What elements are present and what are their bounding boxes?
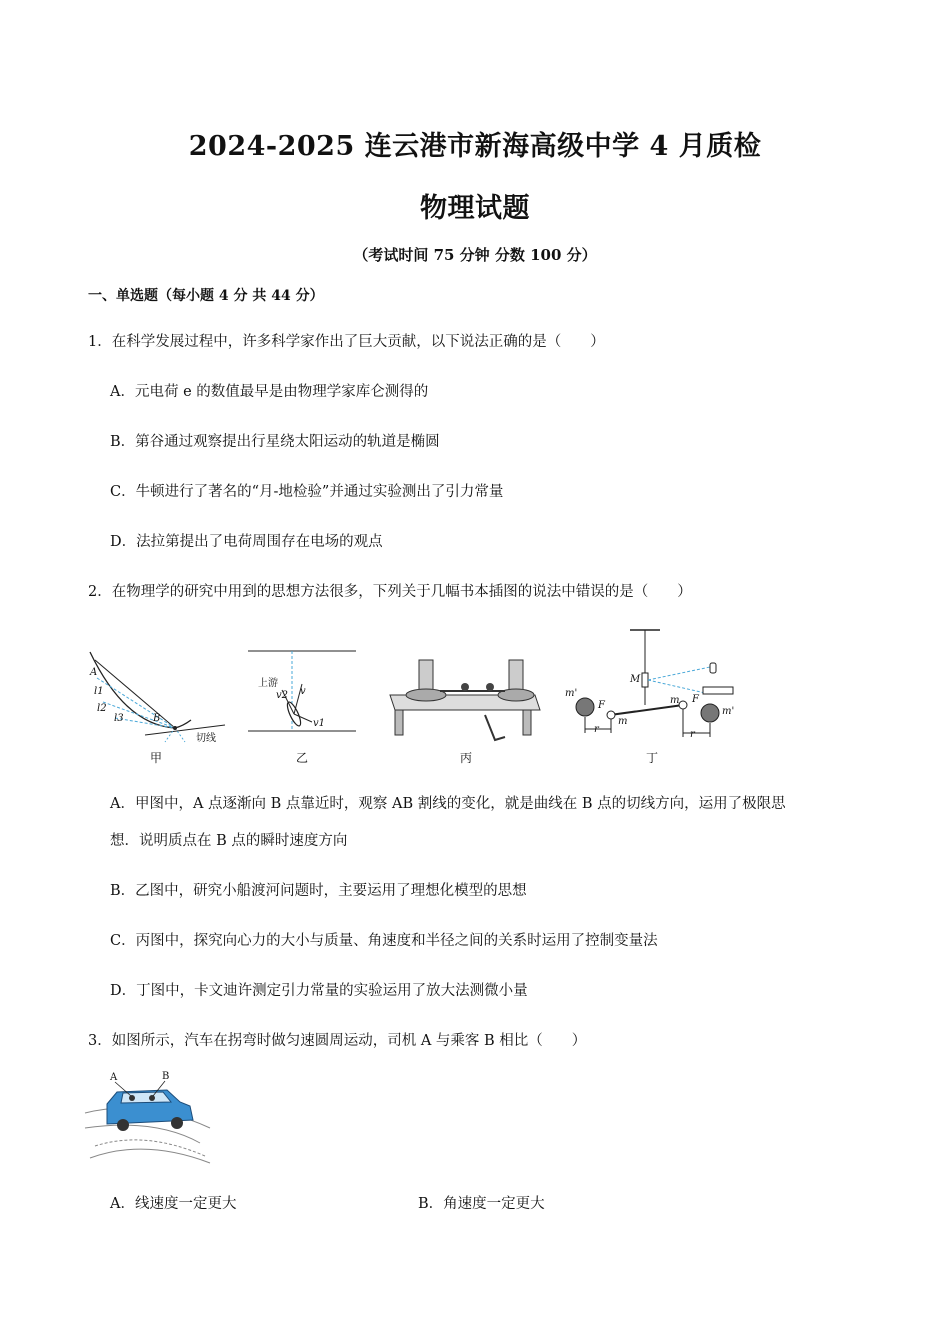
question-3-option-b: B．角速度一定更大 — [418, 1196, 545, 1212]
jia-label-l2: l2 — [97, 703, 107, 714]
question-1-option-c: C．牛顿进行了著名的“月-地检验”并通过实验测出了引力常量 — [110, 484, 504, 500]
figure-caption-yi: 乙 — [295, 751, 308, 765]
ding-label-m-right: m — [670, 695, 680, 706]
paper-title: 2024-2025 连云港市新海高级中学 4 月质检 — [188, 131, 762, 162]
question-3-stem: 3．如图所示，汽车在拐弯时做匀速圆周运动，司机 A 与乘客 B 相比（ ） — [88, 1033, 587, 1049]
ding-label-m-left: m — [618, 716, 628, 727]
ding-label-r-left: r — [594, 724, 599, 735]
figure-bing — [385, 655, 545, 745]
jia-label-a: A — [90, 667, 98, 678]
ding-label-m-prime-left: m' — [565, 688, 578, 699]
figure-caption-ding: 丁 — [645, 751, 658, 765]
question-2-stem: 2．在物理学的研究中用到的思想方法很多，下列关于几幅书本插图的说法中错误的是（ ） — [88, 584, 692, 600]
question-1-option-b: B．第谷通过观察提出行星绕太阳运动的轨道是椭圆 — [110, 434, 440, 450]
question-2-option-a-cont: 想．说明质点在 B 点的瞬时速度方向 — [110, 833, 348, 849]
yi-label-upstream: 上游 — [258, 678, 278, 689]
exam-info: （考试时间 75 分钟 分数 100 分） — [353, 246, 597, 264]
yi-label-v: v — [300, 686, 306, 697]
ding-label-f-right: F — [692, 694, 699, 705]
question-2-option-c: C．丙图中，探究向心力的大小与质量、角速度和半径之间的关系时运用了控制变量法 — [110, 933, 658, 949]
jia-label-b: B — [153, 713, 161, 724]
jia-label-tangent: 切线 — [196, 733, 216, 744]
figure-car — [85, 1068, 215, 1168]
figure-caption-bing: 丙 — [459, 751, 472, 765]
figure-caption-jia: 甲 — [149, 751, 162, 765]
question-2-option-b: B．乙图中，研究小船渡河问题时，主要运用了理想化模型的思想 — [110, 883, 527, 899]
ding-label-f-left: F — [598, 700, 605, 711]
paper-subtitle: 物理试题 — [420, 193, 530, 224]
question-1-option-d: D．法拉第提出了电荷周围存在电场的观点 — [110, 534, 383, 550]
yi-label-v1: v1 — [313, 718, 326, 729]
car-label-a: A — [110, 1072, 118, 1083]
jia-label-l3: l3 — [114, 713, 124, 724]
figure-ding — [565, 625, 745, 745]
question-1-option-a: A．元电荷 e 的数值最早是由物理学家库仑测得的 — [110, 384, 429, 400]
section-heading: 一、单选题（每小题 4 分 共 44 分） — [88, 288, 324, 304]
jia-label-l1: l1 — [94, 686, 104, 697]
car-label-b: B — [162, 1071, 170, 1082]
question-1-stem: 1．在科学发展过程中，许多科学家作出了巨大贡献，以下说法正确的是（ ） — [88, 334, 605, 350]
ding-label-m-prime-right: m' — [722, 706, 735, 717]
question-2-option-a: A．甲图中，A 点逐渐向 B 点靠近时，观察 AB 割线的变化，就是曲线在 B 点的切线方向，运用了极限思 — [110, 796, 786, 812]
question-3-option-a: A．线速度一定更大 — [110, 1196, 237, 1212]
ding-label-big-m: M — [630, 674, 641, 685]
ding-label-r-right: r — [690, 729, 695, 740]
question-2-option-d: D．丁图中，卡文迪许测定引力常量的实验运用了放大法测微小量 — [110, 983, 528, 999]
yi-label-v2: v2 — [276, 690, 289, 701]
